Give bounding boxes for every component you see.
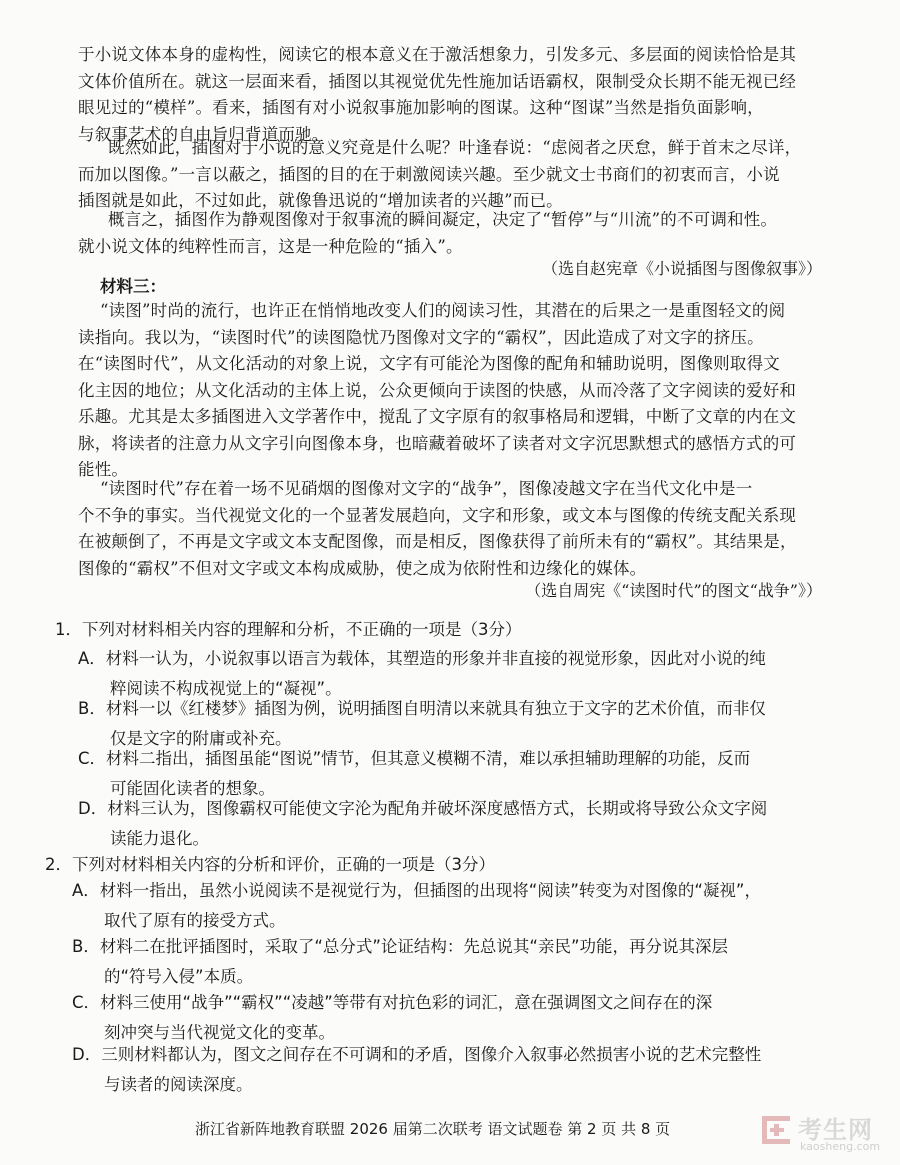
question-1-option-a[interactable]: A．材料一认为，小说叙事以语言为载体，其塑造的形象并非直接的视觉形象，因此对小说的纯 粹阅读不构成视觉上的“凝视”。 bbox=[78, 649, 766, 698]
question-2-stem: 2．下列对材料相关内容的分析和评价，正确的一项是（3分） bbox=[45, 855, 495, 874]
material2-paragraph-1: 于小说文体本身的虚构性，阅读它的根本意义在于激活想象力，引发多元、多层面的阅读恰恰是其 文体价值所在。就这一层面来看，插图以其视觉优先性施加话语霸权，限制受众长期不能无视已经 眼见过的“模样”。看来，插图有对小说叙事施加影响的图谋。这种“图谋”当然是指负面影响， 与叙事艺术的自由旨归背道而驰。 bbox=[78, 45, 797, 144]
watermark-logo bbox=[760, 1110, 880, 1156]
material2-paragraph-2: 既然如此，插图对于小说的意义究竟是什么呢？叶逢春说：“虑阅者之厌怠，鲜于首末之尽详， 而加以图像。”一言以蔽之，插图的目的在于刺激阅读兴趣。至少就文士书商们的初衷而言，小说 插图就是如此，不过如此，就像鲁迅说的“增加读者的兴趣”而已。 bbox=[78, 138, 802, 210]
question-1-option-b[interactable]: B．材料一以《红楼梦》插图为例，说明插图自明清以来就具有独立于文字的艺术价值，而非仅 仅是文字的附庸或补充。 bbox=[78, 699, 766, 748]
question-1-option-c[interactable]: C．材料二指出，插图虽能“图说”情节，但其意义模糊不清，难以承担辅助理解的功能，反而 可能固化读者的想象。 bbox=[78, 749, 751, 798]
question-2-option-a[interactable]: A．材料一指出，虽然小说阅读不是视觉行为，但插图的出现将“阅读”转变为对图像的“凝视”， 取代了原有的接受方式。 bbox=[72, 881, 761, 930]
page-footer: 浙江省新阵地教育联盟 2026 届第二次联考 语文试题卷 第 2 页 共 8 页 bbox=[195, 1120, 671, 1138]
material2-paragraph-3: 概言之，插图作为静观图像对于叙事流的瞬间凝定，决定了“暂停”与“川流”的不可调和性。 就小说文体的纯粹性而言，这是一种危险的“插入”。 bbox=[78, 210, 778, 256]
material3-source: （选自周宪《“读图时代”的图文“战争”》） bbox=[525, 581, 822, 600]
material3-paragraph-2: “读图时代”存在着一场不见硝烟的图像对文字的“战争”，图像凌越文字在当代文化中是一 个不争的事实。当代视觉文化的一个显著发展趋向，文字和形象，或文本与图像的传统支配关系现 在被颠倒了，不再是文字或文本支配图像，而是相反，图像获得了前所未有的“霸权”。其结果是， 图像的“霸权”不但对文字或文本构成威胁，使之成为依附性和边缘化的媒体。 bbox=[78, 479, 797, 578]
kaosheng-logo-icon bbox=[760, 1112, 794, 1148]
watermark-url: kaosheng.com bbox=[800, 1140, 881, 1153]
question-2-option-c[interactable]: C．材料三使用“战争”“霸权”“凌越”等带有对抗色彩的词汇，意在强调图文之间存在的深 刻冲突与当代视觉文化的变革。 bbox=[72, 993, 713, 1042]
question-1-option-d[interactable]: D．材料三认为，图像霸权可能使文字沦为配角并破坏深度感悟方式，长期或将导致公众文字阅 读能力退化。 bbox=[78, 799, 768, 848]
material2-source: （选自赵宪章《小说插图与图像叙事》） bbox=[541, 259, 822, 278]
question-2-option-d[interactable]: D．三则材料都认为，图文之间存在不可调和的矛盾，图像介入叙事必然损害小说的艺术完整性 与读者的阅读深度。 bbox=[72, 1045, 762, 1094]
question-2-option-b[interactable]: B．材料二在批评插图时，采取了“总分式”论证结构：先总说其“亲民”功能，再分说其深层 的“符号入侵”本质。 bbox=[72, 937, 729, 986]
watermark-text: 考生网 bbox=[798, 1116, 873, 1144]
material3-heading: 材料三： bbox=[100, 277, 166, 296]
material3-paragraph-1: “读图”时尚的流行，也许正在悄悄地改变人们的阅读习性，其潜在的后果之一是重图轻文的阅 读指向。我以为，“读图时代”的读图隐忧乃图像对文字的“霸权”，因此造成了对文字的挤压。 在“读图时代”，从文化活动的对象上说，文字有可能沦为图像的配角和辅助说明，图像则取得文 化主因的地位；从文化活动的主体上说，公众更倾向于读图的快感，从而冷落了文字阅读的爱好和 乐趣。尤其是太多插图进入文学著作中，搅乱了文字原有的叙事格局和逻辑，中断了文章的内在文 脉，将读者的注意力从文字引向图像本身，也暗藏着破坏了读者对文字沉思默想式的感悟方式的可 能性。 bbox=[78, 301, 797, 479]
question-1-stem: 1．下列对材料相关内容的理解和分析，不正确的一项是（3分） bbox=[55, 620, 522, 639]
